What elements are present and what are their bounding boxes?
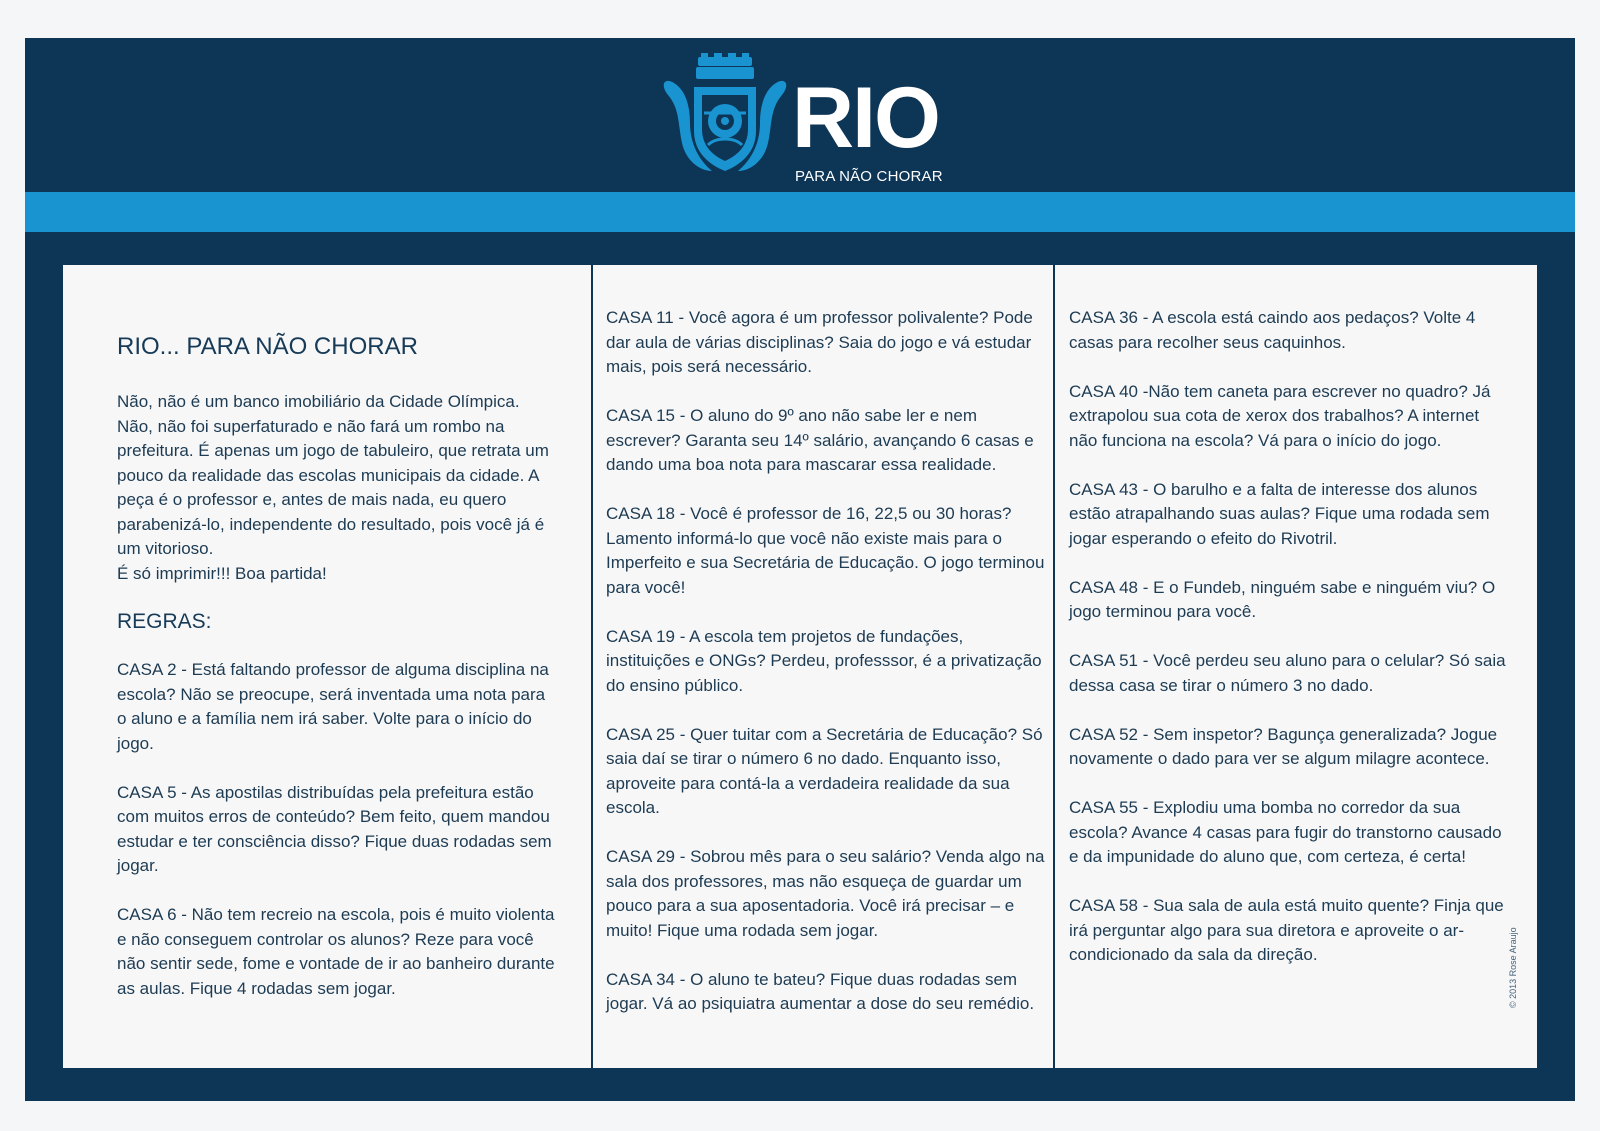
- logo-tagline: PARA NÃO CHORAR: [795, 168, 943, 185]
- rule-item: CASA 18 - Você é professor de 16, 22,5 ou 30 horas? Lamento informá-lo que você não existe mais para o Imperfeito e sua Secretária de Educação. O jogo terminou para você!: [606, 504, 1045, 597]
- rule-item: CASA 43 - O barulho e a falta de interesse dos alunos estão atrapalhando suas aulas? Fique uma rodada sem jogar esperando o efeito do Rivotril.: [1069, 479, 1490, 548]
- rule-item: CASA 58 - Sua sala de aula está muito quente? Finja que irá perguntar algo para sua diretora e aproveite o ar-condicionado da sala da direção.: [1069, 896, 1504, 964]
- document-title: RIO... PARA NÃO CHORAR: [117, 333, 418, 360]
- city-coat-of-arms-icon: [660, 53, 790, 183]
- accent-stripe: [25, 192, 1575, 232]
- column-left: [117, 332, 557, 1026]
- column-middle: [606, 306, 1048, 1041]
- rule-item: CASA 55 - Explodiu uma bomba no corredor da sua escola? Avance 4 casas para fugir do transtorno causado e da impunidade do aluno que, com certeza, é certa!: [1069, 798, 1502, 866]
- column-divider: [1053, 265, 1055, 1068]
- rule-item: CASA 2 - Está faltando professor de alguma disciplina na escola? Não se preocupe, será inventada uma nota para o aluno e a família nem irá saber. Volte para o início do jogo.: [117, 660, 549, 753]
- rule-item: CASA 19 - A escola tem projetos de fundações, instituições e ONGs? Perdeu, professsor, é a privatização do ensino público.: [606, 626, 1042, 695]
- rule-item: CASA 48 - E o Fundeb, ninguém sabe e ninguém viu? O jogo terminou para você.: [1069, 577, 1496, 621]
- rule-item: CASA 40 -Não tem caneta para escrever no quadro? Já extrapolou sua cota de xerox dos trabalhos? A internet não funciona na escola? Vá para o início do jogo.: [1069, 381, 1491, 450]
- rules-heading: REGRAS:: [117, 610, 212, 633]
- copyright-credit: © 2013 Rose Araujo: [1508, 927, 1518, 1008]
- rule-item: CASA 15 - O aluno do 9º ano não sabe ler e nem escrever? Garanta seu 14º salário, avançando 6 casas e dando uma boa nota para mascarar essa realidade.: [606, 406, 1034, 474]
- column-divider: [591, 265, 593, 1068]
- rule-item: CASA 52 - Sem inspetor? Bagunça generalizada? Jogue novamente o dado para ver se algum milagre acontece.: [1069, 724, 1498, 768]
- rule-item: CASA 36 - A escola está caindo aos pedaços? Volte 4 casas para recolher seus caquinhos.: [1069, 308, 1476, 352]
- rule-item: CASA 51 - Você perdeu seu aluno para o celular? Só saia dessa casa se tirar o número 3 no dado.: [1069, 651, 1506, 695]
- header-banner: [25, 38, 1575, 187]
- rule-item: CASA 34 - O aluno te bateu? Fique duas rodadas sem jogar. Vá ao psiquiatra aumentar a dose do seu remédio.: [606, 969, 1035, 1013]
- logo-title: RIO: [792, 70, 939, 166]
- rule-item: CASA 11 - Você agora é um professor polivalente? Pode dar aula de várias disciplinas? Saia do jogo e vá estudar mais, pois será necessário.: [606, 308, 1033, 376]
- rule-item: CASA 25 - Quer tuitar com a Secretária de Educação? Só saia daí se tirar o número 6 no dado. Enquanto isso, aproveite para contá-la a verdadeira realidade da sua escola.: [606, 724, 1043, 817]
- poster-frame: [25, 38, 1575, 1101]
- intro-paragraph: Não, não é um banco imobiliário da Cidade Olímpica. Não, não foi superfaturado e não fará um rombo na prefeitura. É apenas um jogo de tabuleiro, que retrata um pouco da realidade das escolas municipais da cidade. A peça é o professor e, antes de mais nada, eu quero parabenizá-lo, independente do resultado, pois você já é um vitorioso.: [117, 392, 549, 558]
- intro-closing: É só imprimir!!! Boa partida!: [117, 563, 327, 583]
- column-right: [1069, 306, 1509, 992]
- rule-item: CASA 29 - Sobrou mês para o seu salário? Venda algo na sala dos professores, mas não esqueça de guardar um pouco para a sua aposentadoria. Você irá precisar – e muito! Fique uma rodada sem jogar.: [606, 847, 1045, 940]
- content-panel: [63, 265, 1537, 1068]
- rio-logo: [660, 53, 960, 183]
- rule-item: CASA 5 - As apostilas distribuídas pela prefeitura estão com muitos erros de conteúdo? Bem feito, quem mandou estudar e ter consciência disso? Fique duas rodadas sem jogar.: [117, 782, 552, 875]
- rule-item: CASA 6 - Não tem recreio na escola, pois é muito violenta e não conseguem controlar os alunos? Reze para você não sentir sede, fome e vontade de ir ao banheiro durante as aulas. Fique 4 rodadas sem jogar.: [117, 905, 555, 998]
